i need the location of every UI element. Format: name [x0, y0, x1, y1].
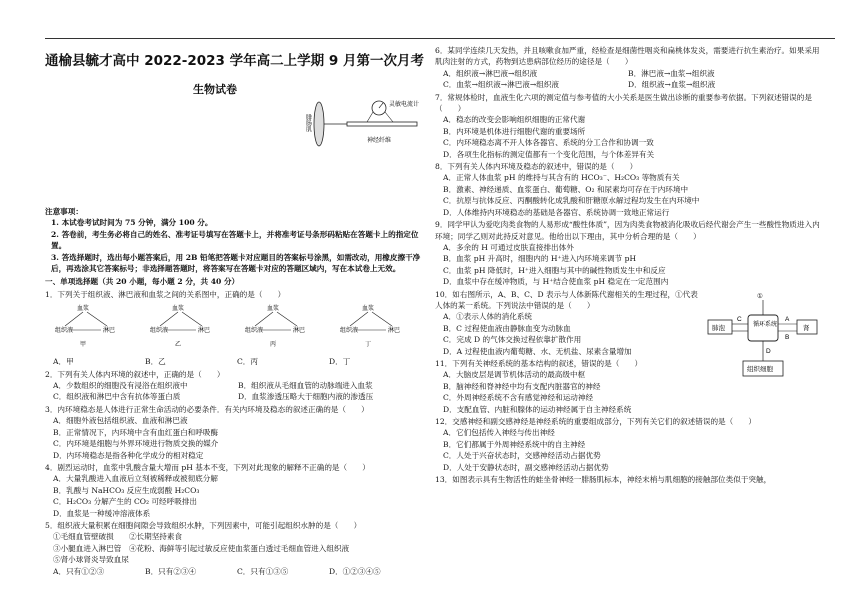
q9-option-a: A．多余的 H 可通过皮肤直接排出体外: [443, 242, 574, 252]
bing-label: 丙: [270, 342, 277, 349]
yi-label: 乙: [175, 342, 182, 349]
label-c: C: [737, 315, 742, 323]
jia-label: 甲: [80, 342, 87, 349]
q1-option-a: A．甲: [53, 357, 74, 367]
bing-plasma: 血浆: [267, 306, 280, 313]
right-column: [435, 44, 820, 485]
q7-option-d: D．各项生化指标的测定值都有一个变化范围，与个体差异有关: [443, 149, 655, 159]
q3-option-a: A．细胞外液包括组织液、血液和淋巴液: [53, 416, 188, 426]
top-rule: [45, 38, 835, 39]
q5-option-d: D．①②③④⑤: [329, 566, 381, 576]
diagram-jia: [55, 304, 115, 348]
q11-option-b: B．脑神经和脊神经中均有支配内脏器官的神经: [443, 381, 601, 391]
q5-option-c: C．只有①③⑤: [237, 566, 289, 576]
yi-plasma: 血浆: [172, 306, 185, 313]
question-12: 12．交感神经和副交感神经是神经系统的重要组成部分，下列有关它们的叙述错误的是（ ）: [435, 417, 757, 426]
circulation-diagram: [705, 289, 823, 385]
q8-option-d: D．人体维持内环境稳态的基础是各器官、系统协调一致地正常运行: [443, 207, 670, 217]
q3-option-d: D．内环境稳态是指各种化学成分的相对稳定: [53, 450, 204, 460]
lung-label: 肺泡: [712, 324, 725, 332]
left-column: [45, 44, 430, 577]
jia-lymph: 淋巴: [103, 328, 116, 335]
q5-items-line2: [45, 543, 430, 554]
note-2: 2. 答卷前，考生务必将自己的姓名、准考证号填写在答题卡上，并将准考证号条形码粘贴在答题卡上的指定位置。: [51, 229, 419, 251]
ding-label: 丁: [365, 342, 372, 349]
question-6: 6．某同学连续几天发热，并且咳嗽食加严重，经检查是细菌性咽炎和扁桃体发炎，需要进行抗生素治疗。如果采用肌肉注射的方式，药物到达患病部位经历的途径是（ ）: [435, 46, 820, 67]
diagram-yi: [150, 304, 210, 348]
q6-option-b: B．淋巴液→血浆→组织液: [628, 68, 715, 78]
nerve-label: 神经纤维: [367, 137, 392, 144]
muscle-label: 腓肠肌: [304, 114, 312, 132]
q1-option-b: B．乙: [145, 357, 166, 367]
notes-heading: 注意事项：: [45, 207, 83, 216]
q12-option-b: B．它们都属于外周神经系统中的自主神经: [443, 439, 586, 449]
q2-options: [45, 380, 430, 403]
muscle-nerve-figure: [304, 94, 427, 164]
q2-option-a: A．少数组织的细胞没有浸浴在组织液中: [53, 381, 188, 391]
q6-option-a: A．组织液→淋巴液→组织液: [443, 68, 538, 78]
q5-item-5: ⑤肾小球肾炎导致血尿: [53, 555, 129, 565]
q5-item-4: ④花粉、海鲜等引起过敏反应使血浆蛋白透过毛细血管进入组织液: [128, 543, 350, 553]
q7-option-a: A．稳态的改变会影响组织细胞的正常代谢: [443, 115, 586, 125]
kidney-label: 肾: [803, 324, 810, 332]
q2-option-d: D．血浆渗透压略大于细胞内液的渗透压: [238, 392, 374, 402]
q1-diagrams: [55, 302, 430, 356]
q3-option-c: C．内环境是细胞与外界环境进行物质交换的媒介: [53, 439, 219, 449]
q5-option-b: B．只有②③④: [145, 566, 197, 576]
diagram-ding: [340, 304, 400, 348]
q1-option-d: D．丁: [329, 357, 351, 367]
q4-option-b: B．乳酸与 NaHCO₃ 反应生成弱酸 H₂CO₃: [53, 485, 200, 495]
section-heading: 一、单项选择题（共 20 小题，每小题 2 分，共 40 分）: [45, 277, 240, 287]
label-a: A: [785, 315, 790, 323]
exam-subtitle: 生物试卷: [193, 83, 237, 96]
question-13: 13．如图表示具有生物活性的蛙坐骨神经一腓肠肌标本，神经末梢与肌细胞的接触部位类似于突触，: [435, 475, 772, 485]
center-label: 循环系统: [753, 321, 778, 328]
q4-option-c: C．H₂CO₃ 分解产生的 CO₂ 可经呼吸排出: [53, 497, 198, 507]
question-11: 11．下列有关神经系统的基本结构的叙述，错误的是（ ）: [435, 358, 643, 368]
question-4: 4．剧烈运动时，血浆中乳酸含量大增而 pH 基本不变，下列对此现象的解释不正确的是（ ）: [45, 462, 370, 472]
q8-option-c: C．抗原与抗体反应、丙酮酸转化成乳酸和肝糖原水解过程均发生在内环境中: [443, 196, 700, 206]
question-3: 3．内环境稳态是人体进行正常生命活动的必要条件．有关内环境及稳态的叙述正确的是（ ）: [45, 404, 369, 414]
q9-option-d: D．血浆中存在缓冲物质，与 H⁺结合使血浆 pH 稳定在一定范围内: [443, 277, 669, 287]
q8-option-a: A．正常人体血浆 pH 的维持与其含有的 HCO₃⁻、H₂CO₃ 等物质有关: [443, 173, 680, 183]
q5-option-a: A．只有①②③: [53, 566, 105, 576]
label-d: D: [766, 347, 771, 355]
bing-tissue: 组织液: [245, 328, 264, 335]
ding-lymph: 淋巴: [388, 328, 401, 335]
q9-option-c: C．血浆 pH 降低时，H⁺进入细胞与其中的碱性物质发生中和反应: [443, 265, 666, 275]
diagram-bing: [245, 304, 305, 348]
q3-option-b: B．正常情况下，内环境中含有血红蛋白和呼吸酶: [53, 427, 219, 437]
q1-options: [45, 356, 430, 367]
system-1-label: ①: [757, 292, 763, 300]
header-block: [45, 52, 430, 184]
q10-option-a: A．①表示人体的消化系统: [443, 312, 533, 322]
q6-option-d: D．组织液→血浆→组织液: [628, 80, 716, 90]
bing-lymph: 淋巴: [293, 328, 306, 335]
question-1: 1．下列关于组织液、淋巴液和血浆之间的关系图中，正确的是（ ）: [45, 289, 286, 299]
q11-option-c: C．外周神经系统不含有感觉神经和运动神经: [443, 393, 594, 403]
q7-option-c: C．内环境稳态离不开人体各器官、系统的分工合作和协调一致: [443, 138, 654, 148]
q5-options: [45, 566, 430, 577]
q12-option-d: D．人处于安静状态时，副交感神经活动占据优势: [443, 462, 609, 472]
note-3: 3. 答选择题时，选出每小题答案后，用 2B 铅笔把答题卡对应题目的答案标号涂黑，如需改动，用橡皮擦干净后，再选涂其它答案标号；非选择题答题时，将答案写在答题卡对应的答题区域内，写在本试卷上无效。: [51, 252, 421, 274]
q1-option-c: C．丙: [237, 357, 258, 367]
q5-item-1: ①毛细血管壁破损: [53, 532, 114, 542]
q5-items-line1: [45, 531, 430, 542]
q10-option-c: C．完成 D 的气体交换过程依靠扩散作用: [443, 335, 582, 345]
q7-option-b: B．内环境是机体进行细胞代谢的重要场所: [443, 126, 586, 136]
q11-option-a: A．大脑皮层是调节机体活动的最高级中枢: [443, 370, 586, 380]
jia-plasma: 血浆: [77, 306, 90, 313]
yi-tissue: 组织液: [150, 328, 169, 335]
question-9: 9．同学甲认为爱吃肉类食物的人易形成“酸性体质”，因为肉类食物被消化吸收后经代谢会产生一些酸性物质进入内环境；同学乙则对此持反对意见。他给出以下理由，其中分析合理的是（ ）: [435, 220, 820, 241]
q4-option-a: A．大量乳酸进入血液后立刻被稀释或被彻底分解: [53, 474, 218, 484]
q8-option-b: B．激素、神经递质、血浆蛋白、葡萄糖、O₂ 和尿素均可存在于内环境中: [443, 184, 689, 194]
question-2: 2．下列有关人体内环境的叙述中，正确的是（ ）: [45, 369, 225, 379]
q10-option-d: D．A 过程使血液内葡萄糖、水、无机盐、尿素含量增加: [443, 346, 632, 356]
ding-tissue: 组织液: [340, 328, 359, 335]
q10-option-b: B．C 过程使血液由静脉血变为动脉血: [443, 323, 571, 333]
q9-option-b: B．血浆 pH 升高时，细胞内的 H⁺进入内环境来调节 pH: [443, 254, 637, 264]
question-5: 5．组织液大量积累在细胞间隙会导致组织水肿，下列因素中，可能引起组织水肿的是（ ）: [45, 520, 362, 530]
q2-option-b: B．组织液从毛细血管的动脉端进入血浆: [238, 381, 373, 391]
q6-option-c: C．血浆→组织液→淋巴液→组织液: [443, 80, 560, 90]
q4-option-d: D．血浆是一种缓冲溶液体系: [53, 508, 151, 518]
question-10: 10．如右图所示，A、B、C、D 表示与人体新陈代谢相关的生理过程，①代表人体的某一系统。下列说法中错误的是（ ）: [435, 289, 698, 310]
note-1: 1. 本试卷考试时间为 75 分钟，满分 100 分。: [51, 218, 213, 228]
q5-item-3: ③小腿血进入淋巴管: [53, 543, 122, 553]
q6-options: [435, 68, 820, 91]
jia-tissue: 组织液: [55, 328, 74, 335]
question-8: 8．下列有关人体内环境及稳态的叙述中，错误的是（ ）: [435, 162, 638, 172]
yi-lymph: 淋巴: [198, 328, 211, 335]
label-b: B: [785, 333, 790, 341]
q11-option-d: D．支配血管、内脏和腺体的运动神经属于自主神经系统: [443, 404, 632, 414]
q2-option-c: C．组织液和淋巴中含有抗体等蛋白质: [53, 392, 181, 402]
exam-title: 通榆县毓才高中 2022-2023 学年高二上学期 9 月第一次月考: [45, 53, 424, 69]
q5-item-2: ②长期坚持素食: [128, 532, 183, 542]
ding-plasma: 血浆: [362, 306, 375, 313]
cell-label: 组织细胞: [747, 365, 773, 373]
meter-label: 灵敏电流计: [389, 101, 420, 108]
q12-option-c: C．人处于兴奋状态时，交感神经活动占据优势: [443, 451, 601, 461]
q12-option-a: A．它们包括传入神经与传出神经: [443, 428, 555, 438]
question-7: 7．常规体检时，血液生化六项的测定值与参考值的大小关系是医生做出诊断的重要参考依据。下列叙述错误的是（ ）: [435, 92, 812, 114]
